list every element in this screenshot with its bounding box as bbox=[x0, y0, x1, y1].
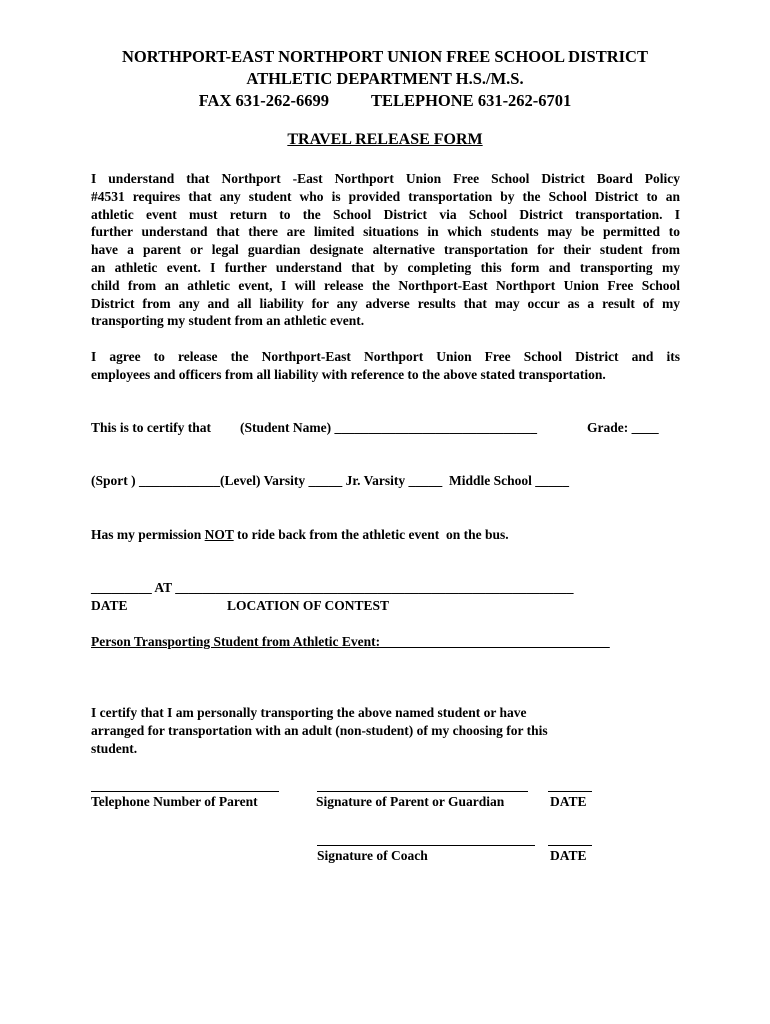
student-name-field[interactable]: (Student Name) ______________________________ bbox=[240, 420, 537, 435]
policy-line: I understand that Northport -East Northport Union Free School District Board Policy bbox=[91, 171, 680, 186]
permission-text-after: to ride back from the athletic event on the bus. bbox=[233, 527, 509, 542]
certify-lead: This is to certify that bbox=[91, 420, 211, 435]
policy-line: child from an athletic event, I will release the Northport-East Northport Union Free School bbox=[91, 277, 680, 293]
sport-input[interactable]: (Sport ) ____________ bbox=[91, 473, 220, 488]
date-label: DATE bbox=[91, 598, 128, 613]
policy-paragraph bbox=[91, 170, 680, 330]
certify-statement-line: student. bbox=[91, 741, 138, 756]
permission-emphasis: NOT bbox=[204, 527, 234, 542]
coach-date-line[interactable] bbox=[548, 845, 592, 846]
release-line: employees and officers from all liability with reference to the above stated transportation. bbox=[91, 366, 606, 382]
grade-field[interactable]: Grade: ____ bbox=[587, 420, 659, 435]
policy-line: an athletic event. I further understand that by completing this form and transporting my bbox=[91, 259, 680, 275]
policy-line: transporting my student from an athletic event. bbox=[91, 313, 365, 329]
contact-line bbox=[0, 90, 770, 112]
release-paragraph bbox=[91, 348, 680, 384]
permission-statement bbox=[91, 526, 509, 544]
policy-line: further understand that there are limited situations in which students may be permitted to bbox=[91, 224, 680, 240]
coach-signature-line[interactable] bbox=[317, 845, 535, 846]
certify-statement-line: I certify that I am personally transporting the above named student or have bbox=[91, 705, 527, 720]
location-label: LOCATION OF CONTEST bbox=[227, 598, 390, 613]
phone-label: Telephone Number of Parent bbox=[91, 794, 258, 809]
middle-school-field[interactable]: Middle School _____ bbox=[449, 473, 570, 488]
parent-signature-line[interactable] bbox=[317, 791, 528, 792]
date-location-field[interactable]: _________ AT ___________________________________________________________ bbox=[91, 580, 574, 595]
jv-field[interactable]: Jr. Varsity _____ bbox=[345, 473, 443, 488]
transporter-field[interactable]: Person Transporting Student from Athletic Event:__________________________________ bbox=[91, 634, 610, 649]
policy-line: athletic event must return to the School District via School District transportation. I bbox=[91, 206, 680, 222]
sport-field bbox=[91, 472, 569, 490]
permission-text-before: Has my permission bbox=[91, 527, 205, 542]
policy-line: #4531 requires that any student who is provided transportation by the School District to an bbox=[91, 188, 680, 204]
form-title: TRAVEL RELEASE FORM bbox=[287, 131, 483, 148]
department-name: ATHLETIC DEPARTMENT H.S./M.S. bbox=[246, 69, 524, 88]
coach-signature-label: Signature of Coach bbox=[317, 848, 428, 863]
coach-date-label: DATE bbox=[550, 848, 587, 863]
parent-signature-label: Signature of Parent or Guardian bbox=[316, 794, 505, 809]
certify-statement-line: arranged for transportation with an adult (non-student) of my choosing for this bbox=[91, 723, 548, 738]
policy-line: have a parent or legal guardian designate alternative transportation for their student from bbox=[91, 242, 680, 258]
parent-date-label: DATE bbox=[550, 794, 587, 809]
telephone-number: TELEPHONE 631-262-6701 bbox=[371, 91, 572, 110]
phone-signature-line[interactable] bbox=[91, 791, 279, 792]
fax-number: FAX 631-262-6699 bbox=[198, 91, 329, 110]
varsity-field[interactable]: (Level) Varsity _____ bbox=[220, 473, 343, 488]
district-name: NORTHPORT-EAST NORTHPORT UNION FREE SCHOOL DISTRICT bbox=[122, 47, 648, 66]
parent-date-line[interactable] bbox=[548, 791, 592, 792]
release-line: I agree to release the Northport-East Northport Union Free School District and its bbox=[91, 349, 680, 364]
policy-line: District from any and all liability for any adverse results that may occur as a result of my bbox=[91, 295, 680, 311]
